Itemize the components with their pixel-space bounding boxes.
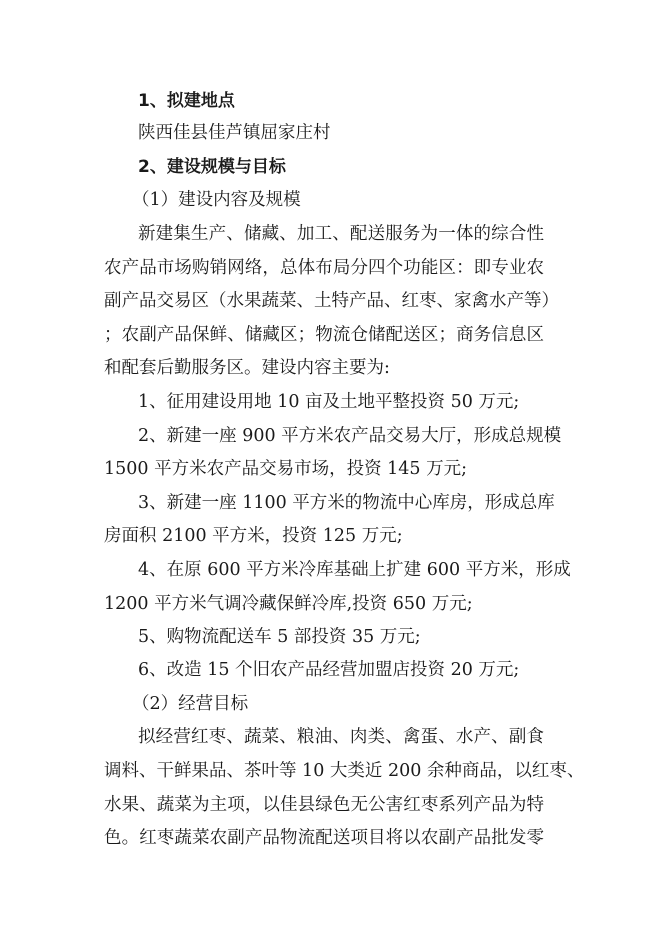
paragraph-line: 水果、蔬菜为主项，以佳县绿色无公害红枣系列产品为特 xyxy=(104,795,544,815)
section-heading-location: 1、拟建地点 xyxy=(138,91,235,111)
section-heading-scale: 2、建设规模与目标 xyxy=(138,157,286,177)
paragraph-line: 拟经营红枣、蔬菜、粮油、肉类、禽蛋、水产、副食 xyxy=(138,727,544,747)
list-item: 5、购物流配送车 5 部投资 35 万元; xyxy=(138,627,421,647)
subheading-construction: （1）建设内容及规模 xyxy=(132,190,301,210)
subheading-business-goal: （2）经营目标 xyxy=(132,694,249,714)
paragraph-line: 和配套后勤服务区。建设内容主要为: xyxy=(104,358,390,378)
list-item: 2、新建一座 900 平方米农产品交易大厅，形成总规模 xyxy=(138,426,562,446)
paragraph-line: 调料、干鲜果品、茶叶等 10 大类近 200 余种商品，以红枣、 xyxy=(104,761,585,781)
list-item: 1、征用建设用地 10 亩及土地平整投资 50 万元; xyxy=(138,392,520,412)
list-item: 4、在原 600 平方米冷库基础上扩建 600 平方米，形成 xyxy=(138,560,571,580)
location-text: 陕西佳县佳芦镇屈家庄村 xyxy=(138,123,331,143)
paragraph-line: 色。红枣蔬菜农副产品物流配送项目将以农副产品批发零 xyxy=(104,828,544,848)
list-item-continuation: 1500 平方米农产品交易市场，投资 145 万元; xyxy=(104,459,468,479)
list-item: 3、新建一座 1100 平方米的物流中心库房，形成总库 xyxy=(138,493,555,513)
paragraph-line: 新建集生产、储藏、加工、配送服务为一体的综合性 xyxy=(138,224,544,244)
list-item-continuation: 1200 平方米气调冷藏保鲜冷库,投资 650 万元; xyxy=(104,594,473,614)
paragraph-line: 农产品市场购销网络，总体布局分四个功能区：即专业农 xyxy=(104,258,544,278)
list-item: 6、改造 15 个旧农产品经营加盟店投资 20 万元; xyxy=(138,660,520,680)
paragraph-line: 副产品交易区（水果蔬菜、土特产品、红枣、家禽水产等） xyxy=(104,291,559,311)
list-item-continuation: 房面积 2100 平方米，投资 125 万元; xyxy=(104,526,403,546)
paragraph-line: ；农副产品保鲜、储藏区；物流仓储配送区；商务信息区 xyxy=(104,325,544,345)
